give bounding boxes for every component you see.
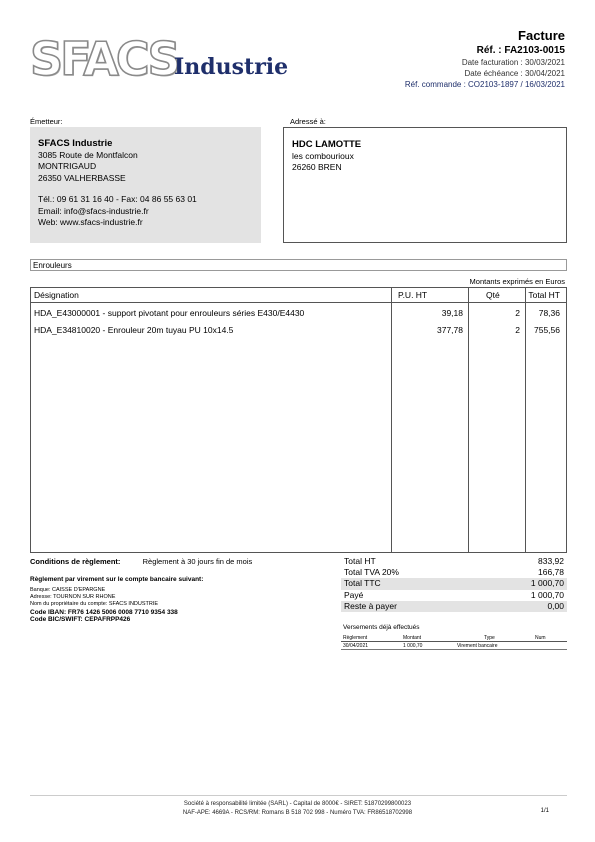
bank-address: Adresse: TOURNON SUR RHONE — [30, 594, 116, 601]
bank-name: Banque: CAISSE D'EPARGNE — [30, 587, 106, 593]
payment-terms-value: Règlement à 30 jours fin de mois — [142, 557, 253, 566]
payment-terms-label: Conditions de règlement: — [30, 557, 121, 566]
payment-row — [341, 642, 567, 650]
bank-transfer-title: Règlement par virement sur le compte bancaire suivant: — [30, 576, 204, 583]
table-row — [31, 308, 566, 320]
invoice-header — [405, 28, 565, 89]
sender-phone: Tél.: 09 61 31 16 40 - Fax: 04 86 55 63 01 — [38, 194, 197, 204]
invoice-date: Date facturation : 30/03/2021 — [461, 58, 565, 67]
recipient-box — [283, 127, 567, 243]
item-quantity: 2 — [515, 308, 520, 318]
sender-box — [30, 127, 261, 243]
sender-email: Email: info@sfacs-industrie.fr — [38, 205, 149, 216]
total-label: Reste à payer — [344, 600, 397, 611]
item-total: 78,36 — [538, 308, 560, 318]
payments-header-type: Type — [484, 635, 495, 641]
logo-main-text: SFACS — [30, 32, 178, 86]
payments-table — [341, 634, 567, 650]
recipient-address-line: 26260 BREN — [292, 162, 342, 172]
item-designation: HDA_E34810020 - Enrouleur 20m tuyau PU 10x14.5 — [34, 325, 234, 335]
header-designation: Désignation — [34, 290, 79, 300]
total-row — [341, 590, 567, 601]
invoice-reference: Réf. : FA2103-0015 — [476, 45, 565, 56]
item-designation: HDA_E43000001 - support pivotant pour enrouleurs séries E430/E4430 — [34, 308, 305, 318]
item-quantity: 2 — [515, 325, 520, 335]
payment-amount: 1 000,70 — [403, 643, 423, 649]
total-row — [341, 601, 567, 612]
invoice-note — [30, 259, 567, 271]
total-row — [341, 578, 567, 589]
total-value: 1 000,70 — [530, 578, 564, 589]
total-value: 0,00 — [547, 600, 564, 611]
currency-note: Montants exprimés en Euros — [469, 277, 565, 286]
table-header — [31, 288, 566, 303]
total-value: 833,92 — [538, 556, 564, 566]
totals-block — [341, 556, 567, 612]
items-table — [30, 287, 567, 553]
payment-terms — [30, 557, 252, 566]
item-unit-price: 377,78 — [437, 325, 463, 335]
footer-divider — [30, 795, 567, 796]
sender-address-line: 26350 VALHERBASSE — [38, 172, 126, 183]
total-label: Total HT — [344, 556, 376, 566]
sender-address-line: 3085 Route de Montfalcon — [38, 149, 138, 160]
document-title: Facture — [518, 28, 565, 43]
account-owner: Nom du propriétaire du compte: SFACS INDUSTRIE — [30, 601, 159, 608]
note-text: Enrouleurs — [33, 261, 72, 270]
bank-iban: Code IBAN: FR76 1426 5006 0008 7710 9354 338 — [30, 608, 178, 616]
page-number: 1/1 — [540, 808, 549, 814]
header-quantity: Qté — [486, 290, 500, 300]
total-value: 166,78 — [538, 567, 564, 578]
payments-title: Versements déjà effectués — [343, 624, 420, 631]
total-value: 1 000,70 — [530, 589, 564, 600]
header-unit-price: P.U. HT — [398, 290, 428, 300]
item-total: 755,56 — [534, 325, 560, 335]
sender-label: Émetteur: — [30, 117, 63, 126]
due-date: Date échéance : 30/04/2021 — [464, 69, 565, 78]
footer — [0, 800, 595, 817]
footer-legal-line: NAF-APE: 4669A - RCS/RM: Romans B 518 702 998 - Numéro TVA: FR86518702998 — [182, 809, 413, 816]
recipient-label: Adressé à: — [290, 117, 326, 126]
order-reference: Réf. commande : CO2103-1897 / 16/03/2021 — [404, 80, 565, 89]
total-row — [341, 567, 567, 578]
footer-legal-line: Société à responsabilité limitée (SARL) - Capital de 8000€ - SIRET: 51870299800023 — [183, 801, 412, 807]
sender-website: Web: www.sfacs-industrie.fr — [38, 217, 143, 227]
company-logo — [30, 32, 290, 86]
total-label: Total TTC — [344, 578, 381, 589]
payment-type: Virement bancaire — [457, 643, 498, 649]
table-row — [31, 325, 566, 337]
bank-details — [30, 587, 178, 623]
total-label: Total TVA 20% — [344, 567, 399, 578]
payments-header-reglement: Règlement — [343, 635, 368, 641]
sender-name: SFACS Industrie — [38, 138, 113, 149]
payments-header — [341, 634, 567, 642]
item-unit-price: 39,18 — [441, 308, 463, 318]
recipient-address-line: les combourioux — [292, 150, 354, 161]
logo-sub-text: Industrie — [174, 54, 289, 80]
payments-header-montant: Montant — [403, 635, 422, 641]
bank-bic: Code BIC/SWIFT: CEPAFRPP426 — [30, 615, 131, 623]
payments-header-num: Num — [535, 635, 546, 641]
recipient-name: HDC LAMOTTE — [292, 139, 362, 150]
payment-date: 30/04/2021 — [343, 643, 369, 649]
sender-address-line: MONTRIGAUD — [38, 161, 97, 171]
total-label: Payé — [344, 589, 364, 600]
total-row — [341, 556, 567, 567]
header-total: Total HT — [528, 290, 560, 300]
